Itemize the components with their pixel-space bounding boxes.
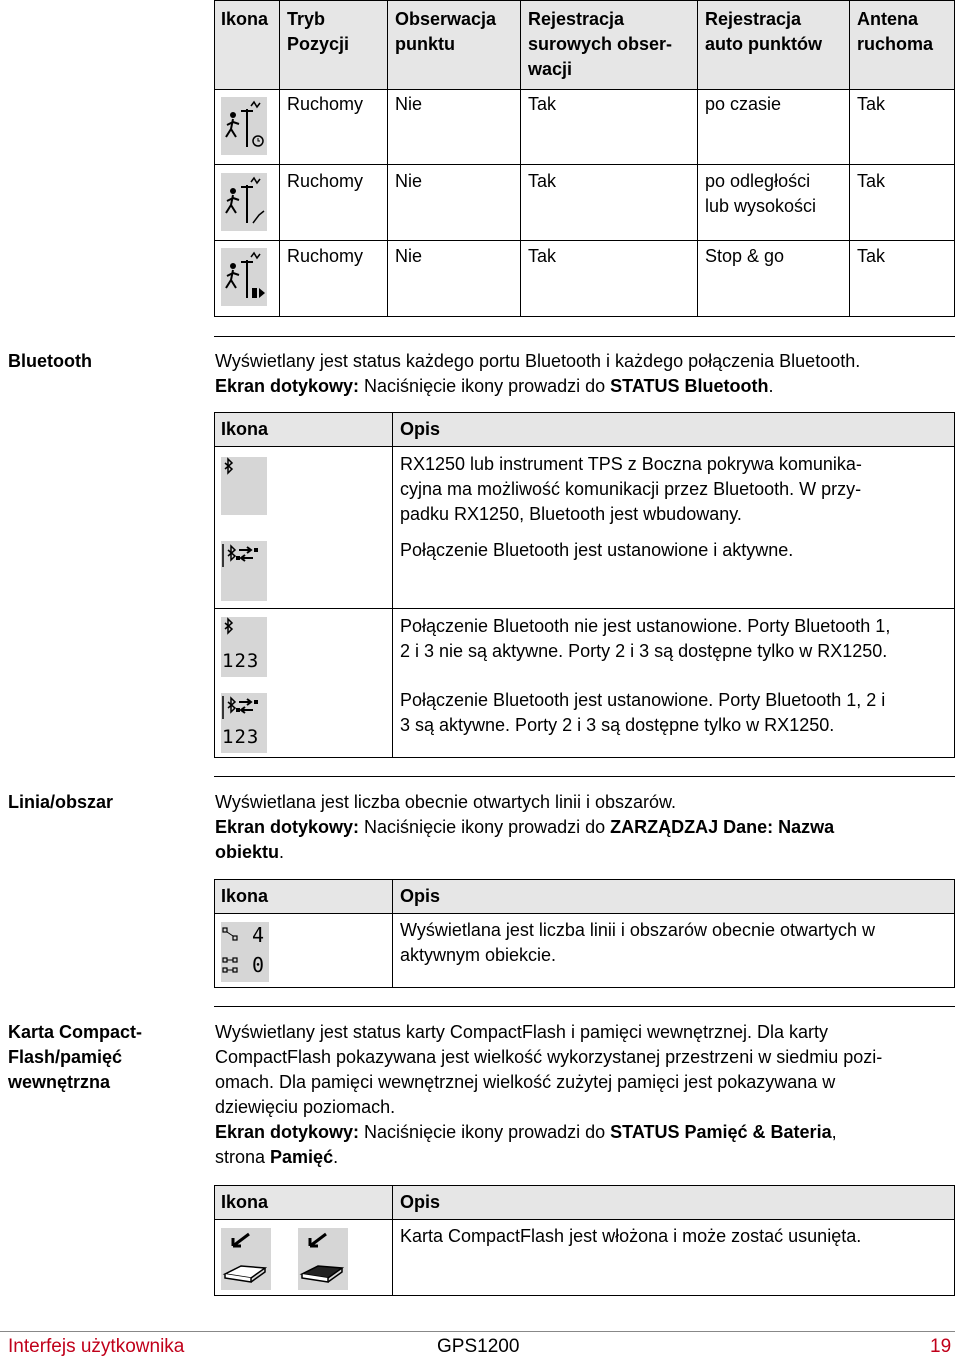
mem-row1-desc: Karta CompactFlash jest włożona i może zostać usunięta. — [400, 1226, 862, 1246]
bt-row4-desc: Połączenie Bluetooth jest ustanowione. Porty Bluetooth 1, 2 i 3 są aktywne. Porty 2 i 3 są dostępne tylko w RX1250. — [400, 690, 886, 735]
section-title-memory: Karta Compact- Flash/pamięć wewnętrzna — [8, 1022, 143, 1092]
compactflash-eject-icon — [221, 1228, 271, 1290]
header-icon: Ikona — [221, 9, 269, 29]
bluetooth-description: Wyświetlany jest status każdego portu Bluetooth i każdego połączenia Bluetooth. Ekran dotykowy: Naciśnięcie ikony prowadzi do STATUS Bluetooth. — [215, 351, 861, 396]
row1-obs: Nie — [395, 94, 423, 114]
header-mode: Tryb Pozycji — [287, 9, 350, 54]
header-antenna: Antena ruchoma — [857, 9, 934, 54]
bluetooth-connected-icon — [221, 541, 267, 601]
section-title-line-area: Linia/obszar — [8, 792, 114, 812]
footer-page-number: 19 — [930, 1336, 952, 1357]
bt-row1-desc: RX1250 lub instrument TPS z Boczna pokrywa komunika- cyjna ma możliwość komunikacji przez Bluetooth. W przy- padku RX1250, Bluetooth jest wbudowany. — [400, 454, 862, 524]
row1-raw: Tak — [528, 94, 557, 114]
la-col-desc: Opis — [400, 886, 441, 906]
bt-row2-desc: Połączenie Bluetooth jest ustanowione i aktywne. — [400, 540, 794, 560]
footer-chapter: Interfejs użytkownika — [8, 1336, 185, 1357]
row2-auto: po odległości lub wysokości — [705, 171, 817, 216]
moving-time-icon — [221, 97, 267, 155]
bt-row3-desc: Połączenie Bluetooth nie jest ustanowione. Porty Bluetooth 1, 2 i 3 nie są aktywne. Porty 2 i 3 są dostępne tylko w RX1250. — [400, 616, 891, 661]
row3-antenna: Tak — [857, 246, 886, 266]
row3-raw: Tak — [528, 246, 557, 266]
row1-auto: po czasie — [705, 94, 782, 114]
section-title-bluetooth: Bluetooth — [8, 351, 92, 371]
row2-mode: Ruchomy — [287, 171, 364, 191]
line-area-count-icon — [221, 922, 269, 982]
bt-col-desc: Opis — [400, 419, 441, 439]
header-point-obs: Obserwacja punktu — [395, 9, 497, 54]
area-count: 0 — [252, 953, 265, 977]
row3-obs: Nie — [395, 246, 423, 266]
bt-col-icon: Ikona — [221, 419, 269, 439]
la-col-icon: Ikona — [221, 886, 269, 906]
section-divider — [214, 336, 955, 337]
footer-product: GPS1200 — [437, 1336, 520, 1357]
bluetooth-ports-icon — [221, 617, 267, 677]
line-area-description: Wyświetlana jest liczba obecnie otwartych linii i obszarów. Ekran dotykowy: Naciśnięcie ikony prowadzi do ZARZĄDZAJ Dane: Nazwa obiektu. — [215, 792, 835, 862]
compactflash-full-icon — [298, 1228, 348, 1290]
la-row1-desc: Wyświetlana jest liczba linii i obszarów obecnie otwartych w aktywnym obiekcie. — [400, 920, 876, 965]
header-raw-log: Rejestracja surowych obser- wacji — [528, 9, 673, 79]
bluetooth-port-numbers: 123 — [222, 650, 260, 672]
row3-mode: Ruchomy — [287, 246, 364, 266]
line-count: 4 — [252, 923, 265, 947]
mem-col-icon: Ikona — [221, 1192, 269, 1212]
moving-stopgo-icon — [221, 248, 267, 306]
row2-antenna: Tak — [857, 171, 886, 191]
memory-description: Wyświetlany jest status karty CompactFlash i pamięci wewnętrznej. Dla karty CompactFlash pokazywana jest wielkość wykorzystanej przestrzeni w siedmiu pozi- omach. Dla pamięci wewnętrznej wielkość zużytej pamięci jest pokazywana w dziewięciu poziomach. Ekran dotykowy: Naciśnięcie ikony prowadzi do STATUS Pamięć & Bateria, strona Pamięć. — [215, 1022, 883, 1167]
footer-rule — [0, 1331, 955, 1332]
moving-distance-icon — [221, 173, 267, 231]
bluetooth-ports-connected-icon — [221, 693, 267, 753]
mem-col-desc: Opis — [400, 1192, 441, 1212]
row1-antenna: Tak — [857, 94, 886, 114]
section-divider — [214, 776, 955, 777]
bluetooth-icon — [221, 457, 267, 515]
row2-raw: Tak — [528, 171, 557, 191]
header-auto-points: Rejestracja auto punktów — [705, 9, 822, 54]
bluetooth-port-numbers: 123 — [222, 726, 260, 748]
row3-auto: Stop & go — [705, 246, 785, 266]
section-divider — [214, 1006, 955, 1007]
row2-obs: Nie — [395, 171, 423, 191]
row1-mode: Ruchomy — [287, 94, 364, 114]
